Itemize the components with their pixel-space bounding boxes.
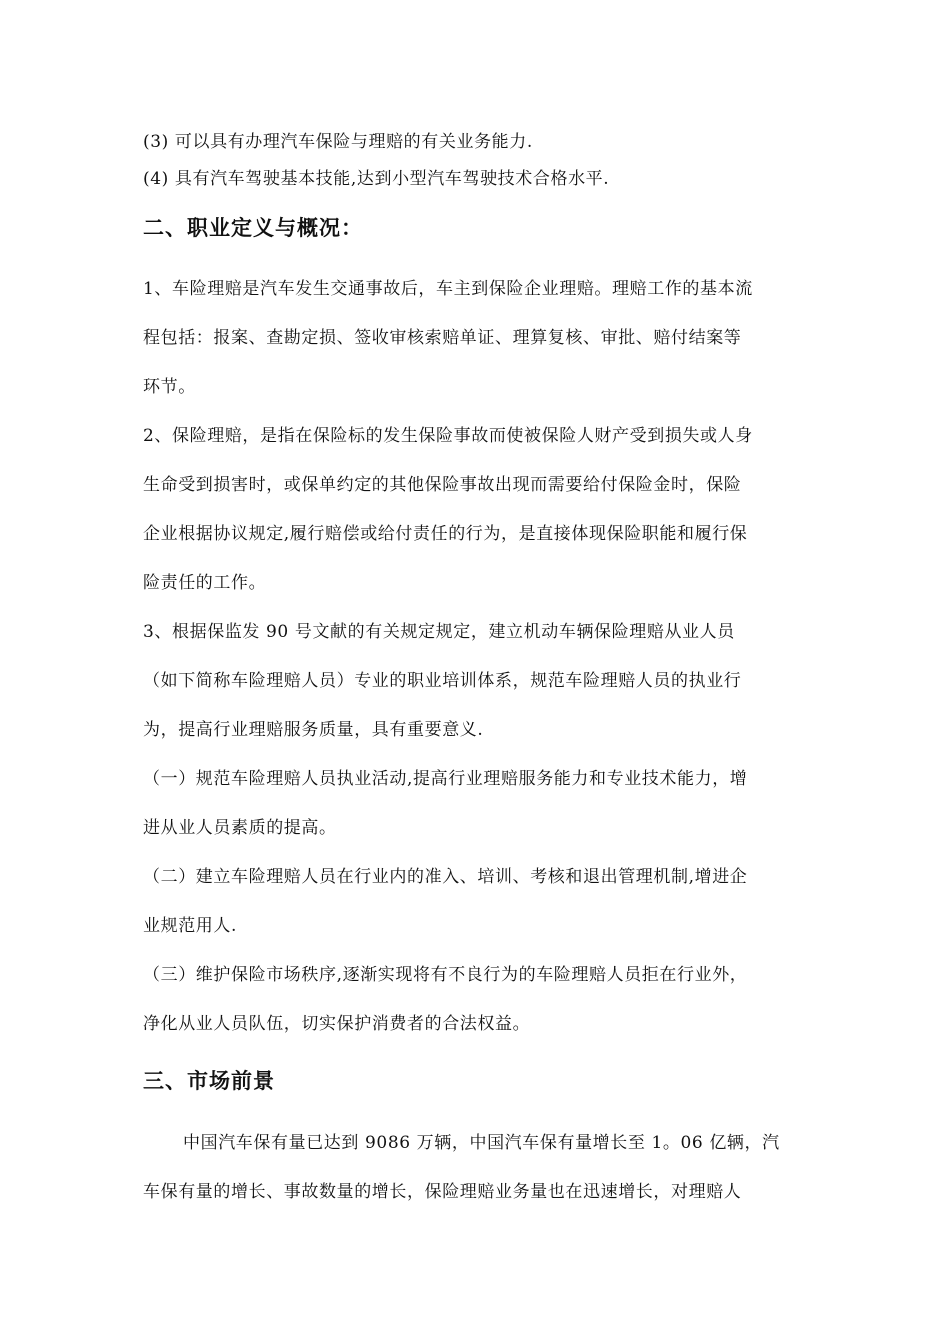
paragraph-line: 企业根据协议规定,履行赔偿或给付责任的行为，是直接体现保险职能和履行保 — [143, 524, 748, 544]
paragraph-line: 程包括：报案、查勘定损、签收审核索赔单证、理算复核、审批、赔付结案等 — [143, 328, 742, 348]
paragraph-line: 业规范用人. — [143, 916, 238, 936]
intro-item-3: (3) 可以具有办理汽车保险与理赔的有关业务能力. — [143, 132, 533, 152]
paragraph-line: 中国汽车保有量已达到 9086 万辆，中国汽车保有量增长至 1。06 亿辆，汽 — [183, 1133, 780, 1153]
paragraph-line: 2、保险理赔，是指在保险标的发生保险事故而使被保险人财产受到损失或人身 — [143, 426, 753, 446]
paragraph-line: （一）规范车险理赔人员执业活动,提高行业理赔服务能力和专业技术能力，增 — [143, 769, 748, 789]
paragraph-line: 车保有量的增长、事故数量的增长，保险理赔业务量也在迅速增长，对理赔人 — [143, 1182, 742, 1202]
paragraph-line: （二）建立车险理赔人员在行业内的准入、培训、考核和退出管理机制,增进企 — [143, 867, 748, 887]
section-3-heading: 三、市场前景 — [143, 1069, 275, 1093]
paragraph-line: 生命受到损害时，或保单约定的其他保险事故出现而需要给付保险金时，保险 — [143, 475, 742, 495]
intro-item-4: (4) 具有汽车驾驶基本技能,达到小型汽车驾驶技术合格水平. — [143, 169, 610, 189]
paragraph-line: 环节。 — [143, 377, 196, 397]
paragraph-line: （如下简称车险理赔人员）专业的职业培训体系，规范车险理赔人员的执业行 — [143, 671, 742, 691]
section-2-heading: 二、职业定义与概况： — [143, 216, 363, 240]
paragraph-line: 险责任的工作。 — [143, 573, 267, 593]
paragraph-line: 3、根据保监发 90 号文献的有关规定规定，建立机动车辆保险理赔从业人员 — [143, 622, 735, 642]
paragraph-line: 为，提高行业理赔服务质量，具有重要意义. — [143, 720, 484, 740]
paragraph-line: 净化从业人员队伍，切实保护消费者的合法权益。 — [143, 1014, 531, 1034]
paragraph-line: 进从业人员素质的提高。 — [143, 818, 337, 838]
paragraph-line: （三）维护保险市场秩序,逐渐实现将有不良行为的车险理赔人员拒在行业外， — [143, 965, 748, 985]
paragraph-line: 1、车险理赔是汽车发生交通事故后，车主到保险企业理赔。理赔工作的基本流 — [143, 279, 753, 299]
